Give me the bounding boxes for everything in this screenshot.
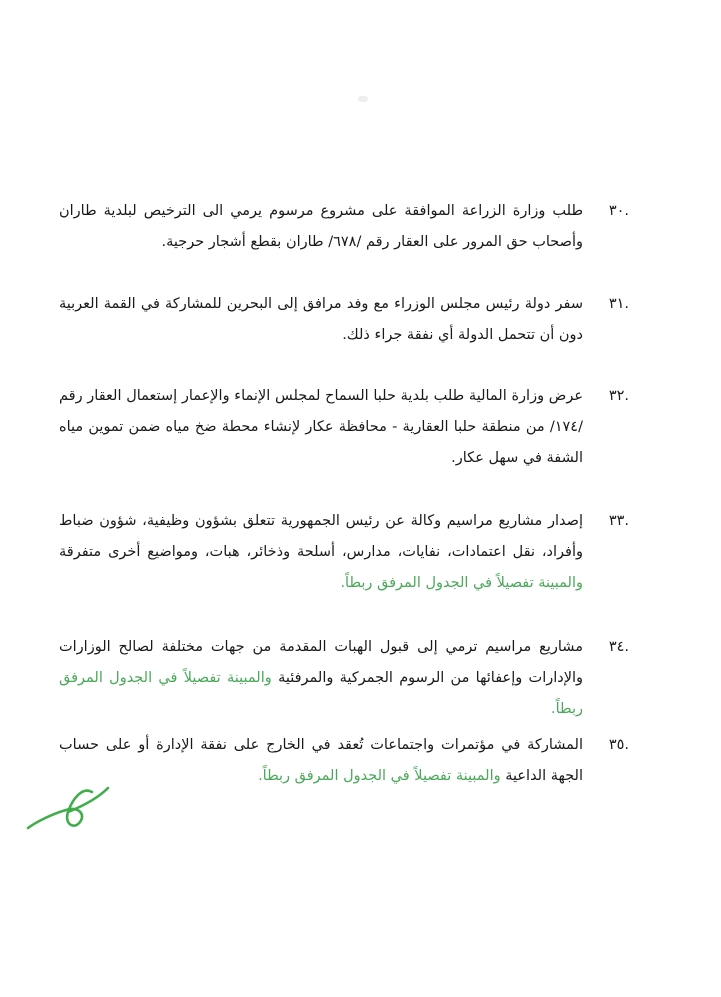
item-number: .٣٥ (608, 737, 629, 753)
item-text-wrapper (59, 632, 583, 725)
item-text: طلب وزارة الزراعة الموافقة على مشروع مرسوم يرمي الى الترخيص لبلدية طاران وأصحاب حق المرور على العقار رقم /٦٧٨/ طاران بقطع أشجار حرجية. (59, 203, 583, 250)
agenda-item-34 (59, 632, 629, 725)
item-text: عرض وزارة المالية طلب بلدية حلبا السماح لمجلس الإنماء والإعمار إستعمال العقار رقم /١٧٤/ من منطقة حلبا العقارية - محافظة عكار لإنشاء محطة ضخ مياه ضمن تموين مياه الشفة في سهل عكار. (59, 388, 583, 466)
item-green-note: والمبينة تفصيلاً في الجدول المرفق ربطاً. (258, 768, 501, 784)
item-text: إصدار مشاريع مراسيم وكالة عن رئيس الجمهورية تتعلق بشؤون وظيفية، شؤون ضباط وأفراد، نقل اعتمادات، نفايات، مدارس، أسلحة وذخائر، هبات، ومواضيع أخرى متفرقة (59, 513, 583, 560)
item-number: .٣٤ (608, 639, 629, 655)
faint-mark (358, 96, 368, 102)
item-text: سفر دولة رئيس مجلس الوزراء مع وفد مرافق إلى البحرين للمشاركة في القمة العربية دون أن تتحمل الدولة أي نفقة جراء ذلك. (59, 296, 583, 343)
item-number: .٣٠ (608, 203, 629, 219)
agenda-item-35 (59, 730, 629, 792)
item-green-note: والمبينة تفصيلاً في الجدول المرفق ربطاً. (340, 575, 583, 591)
agenda-item-33 (59, 506, 629, 599)
item-text-wrapper (59, 506, 583, 599)
agenda-item-31 (59, 289, 629, 351)
item-text-wrapper (59, 730, 583, 792)
item-text: المشاركة في مؤتمرات واجتماعات تُعقد في الخارج على نفقة الإدارة أو على حساب الجهة الداعية (59, 737, 583, 784)
item-green-note: والمبينة تفصيلاً في الجدول المرفق ربطاً. (59, 670, 583, 717)
agenda-item-32 (59, 381, 629, 474)
item-number: .٣١ (608, 296, 629, 312)
item-number: .٣٣ (608, 513, 629, 529)
signature-icon (22, 778, 112, 838)
item-number: .٣٢ (608, 388, 629, 404)
agenda-item-30 (59, 196, 629, 258)
item-text: مشاريع مراسيم ترمي إلى قبول الهبات المقدمة من جهات مختلفة لصالح الوزارات والإدارات وإعفائها من الرسوم الجمركية والمرفئية (59, 639, 584, 686)
